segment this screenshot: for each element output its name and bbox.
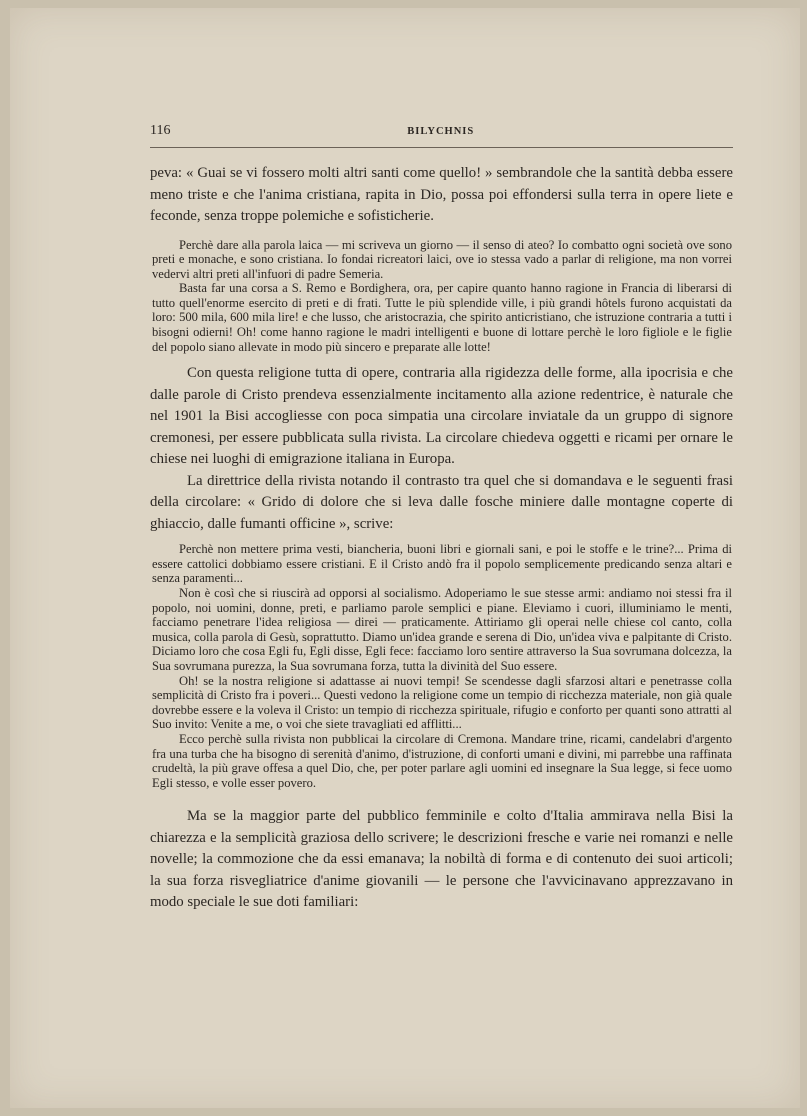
quote-paragraph: Perchè non mettere prima vesti, biancheria, buoni libri e giornali sani, e poi le stoffe e le trine?... Prima di essere cattolici dobbiamo essere cristiani. E il Cristo andò fra il popolo semplicemente predicando senza altari e senza paramenti...: [152, 542, 732, 586]
scanned-page: [10, 8, 800, 1108]
body-paragraph: peva: « Guai se vi fossero molti altri santi come quello! » sembrandole che la santità debba essere meno triste e che l'anima cristiana, rapita in Dio, possa poi effondersi sulla terra in opere liete e feconde, senza troppe polemiche e sofisticherie.: [150, 165, 733, 224]
body-paragraph: Con questa religione tutta di opere, contraria alla rigidezza delle forme, alla ipocrisia e che dalle parole di Cristo prendeva essenzialmente incitamento alla azione redentrice, è naturale che nel 1901 la Bisi accogliesse con poca simpatia una circolare inviatale da un gruppo di signore cremonesi, per essere pubblicata sulla rivista. La circolare chiedeva oggetti e ricami per ornare le chiese nei luoghi di emigrazione italiana in Europa.: [150, 365, 733, 468]
body-paragraph: Ma se la maggior parte del pubblico femminile e colto d'Italia ammirava nella Bisi la chiarezza e la semplicità graziosa dello scrivere; le descrizioni fresche e varie nei romanzi e nelle novelle; la commozione che da essi emanava; la nobiltà di forma e di contenuto dei suoi articoli; la sua forza risvegliatrice d'anime giovanili — le persone che l'avvicinavano apprezzavano in modo speciale le sue doti familiari:: [150, 808, 733, 911]
page-content: [150, 123, 733, 914]
quote-paragraph: Perchè dare alla parola laica — mi scriveva un giorno — il senso di ateo? Io combatto ogni società ove sono preti e monache, e sono cristiana. Io fondai ricreatori laici, ove io stessa vado a parlar di religione, ma non vorrei vedervi altri preti all'infuori di padre Semeria.: [152, 237, 732, 281]
body-section: [150, 363, 733, 535]
journal-title: BILYCHNIS: [407, 126, 475, 137]
block-quote: [150, 542, 733, 790]
quote-paragraph: Non è così che si riuscirà ad opporsi al socialismo. Adoperiamo le sue stesse armi: andiamo noi stessi fra il popolo, noi uomini, donne, preti, e parliamo parole semplici e piane. Eleviamo i cuori, illuminiamo le menti, facciamo penetrare l'idea religiosa — direi — praticamente. Attiriamo gli operai nelle chiese col canto, colla musica, colla parola di Gesù, soprattutto. Diamo un'idea grande e serena di Dio, un'idea viva e palpitante di Cristo. Diciamo loro che cosa Egli fu, Egli disse, Egli fece: facciamo loro sentire attraverso la Sua sovrumana dolcezza, la Sua sovrumana purezza, la Sua sovrumana forza, tutta la divinità del Suo essere.: [152, 586, 732, 673]
quote-paragraph: Ecco perchè sulla rivista non pubblicai la circolare di Cremona. Mandare trine, ricami, candelabri d'argento fra una turba che ha bisogno di serenità d'animo, d'istruzione, di conforti umani e divini, mi parrebbe una raffinata crudeltà, la più grave offesa a quel Dio, che, per poter parlare agli uomini ed insegnare la Sua legge, si fece uomo Egli stesso, e volle esser povero.: [152, 731, 732, 790]
quote-paragraph: Basta far una corsa a S. Remo e Bordighera, ora, per capire quanto hanno ragione in Francia di liberarsi di tutto quell'enorme esercito di preti e di frati. Tutte le più splendide ville, i più grandi hôtels furono acquistati da loro: 500 mila, 600 mila lire! e che lusso, che aristocrazia, che spirito anticristiano, che istruzione contraria a tutti i bisogni odierni! Oh! come hanno ragione le madri intelligenti e buone di lottare perchè le loro figliole e le figlie del popolo siano allevate in modo più sincero e preparate alle lotte!: [152, 281, 732, 354]
block-quote: [150, 238, 733, 355]
running-header: [150, 123, 733, 148]
quote-paragraph: Oh! se la nostra religione si adattasse ai nuovi tempi! Se scendesse dagli sfarzosi altari e penetrasse colla semplicità di Cristo fra i poveri... Questi vedono la religione come un tempio di ricchezza materiale, non già quale dovrebbe essere e la voleva il Cristo: un tempio di ricchezza spirituale, rifugio e conforto per quanti sono attratti al Suo invito: Venite a me, o voi che siete travagliati ed afflitti...: [152, 673, 732, 732]
body-paragraph: La direttrice della rivista notando il contrasto tra quel che si domandava e le seguenti frasi della circolare: « Grido di dolore che si leva dalle fosche miniere dalle montagne coperte di ghiaccio, dalle fumanti officine », scrive:: [150, 472, 733, 532]
page-number: 116: [150, 123, 171, 138]
